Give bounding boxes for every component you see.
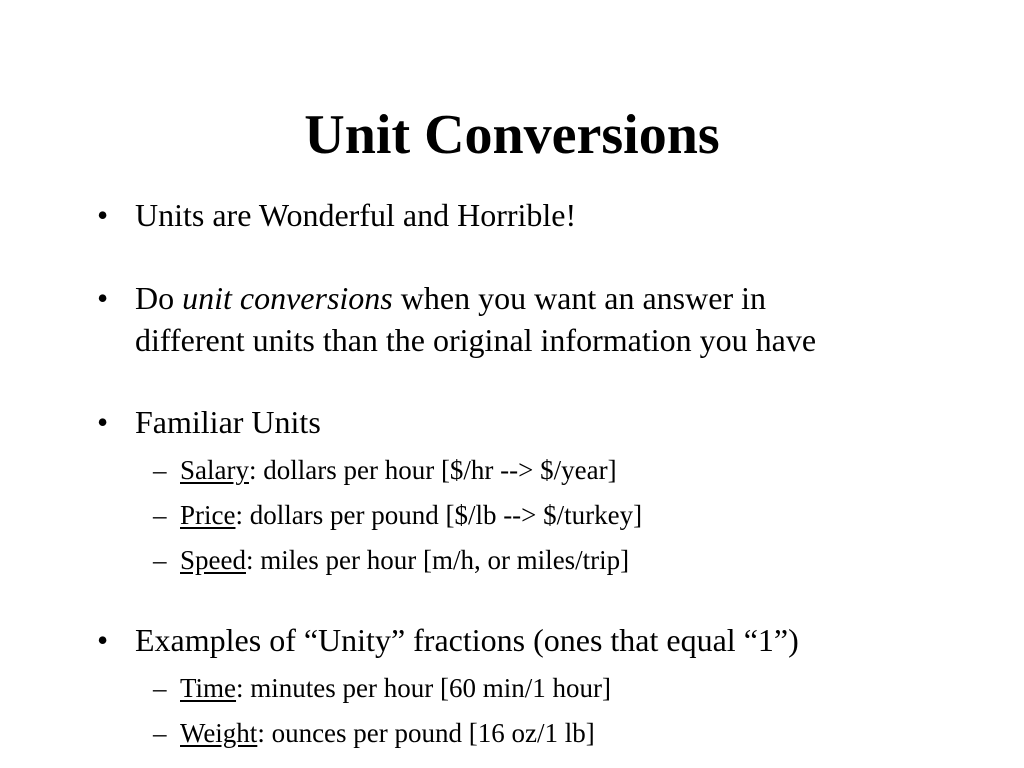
- sub-item-text: [180, 715, 595, 751]
- sub-dash: –: [153, 718, 167, 748]
- bullet-2-suffix: when you want an answer in: [392, 280, 766, 316]
- sub-dash: –: [153, 673, 167, 703]
- sub-item-rest: : ounces per pound [16 oz/1 lb]: [257, 718, 595, 748]
- sub-dash: –: [153, 500, 167, 530]
- sub-item-text: [180, 542, 629, 578]
- bullet-2-prefix: Do: [135, 280, 183, 316]
- sub-item-term: Time: [180, 673, 237, 703]
- bullet-3-dot: •: [97, 404, 109, 440]
- bullet-3-text: Familiar Units: [135, 404, 321, 440]
- sub-dash: –: [153, 545, 167, 575]
- bullet-4-text: Examples of “Unity” fractions (ones that equal “1”): [135, 622, 799, 658]
- slide-title: Unit Conversions: [304, 104, 720, 166]
- sub-item-text: [180, 670, 611, 706]
- bullet-2-dot: •: [97, 280, 109, 316]
- bullet-1-dot: •: [97, 197, 109, 233]
- sub-item-term: Weight: [180, 718, 258, 748]
- sub-item-rest: : minutes per hour [60 min/1 hour]: [236, 673, 611, 703]
- bullet-2-line-1: [135, 277, 995, 319]
- bullet-1-text: Units are Wonderful and Horrible!: [135, 197, 577, 233]
- sub-item-rest: : miles per hour [m/h, or miles/trip]: [245, 545, 630, 575]
- sub-dash: –: [153, 455, 167, 485]
- sub-item-text: [180, 497, 642, 533]
- bullet-2-emphasis: unit conversions: [182, 280, 393, 316]
- sub-item-rest: : dollars per hour [$/hr --> $/year]: [248, 455, 617, 485]
- sub-item-term: Price: [180, 500, 236, 530]
- bullet-4-dot: •: [97, 622, 109, 658]
- sub-item-rest: : dollars per pound [$/lb --> $/turkey]: [235, 500, 643, 530]
- sub-item-term: Speed: [180, 545, 246, 575]
- bullet-2-line-2: different units than the original information you have: [135, 322, 817, 358]
- sub-item-term: Salary: [180, 455, 249, 485]
- sub-item-text: [180, 452, 617, 488]
